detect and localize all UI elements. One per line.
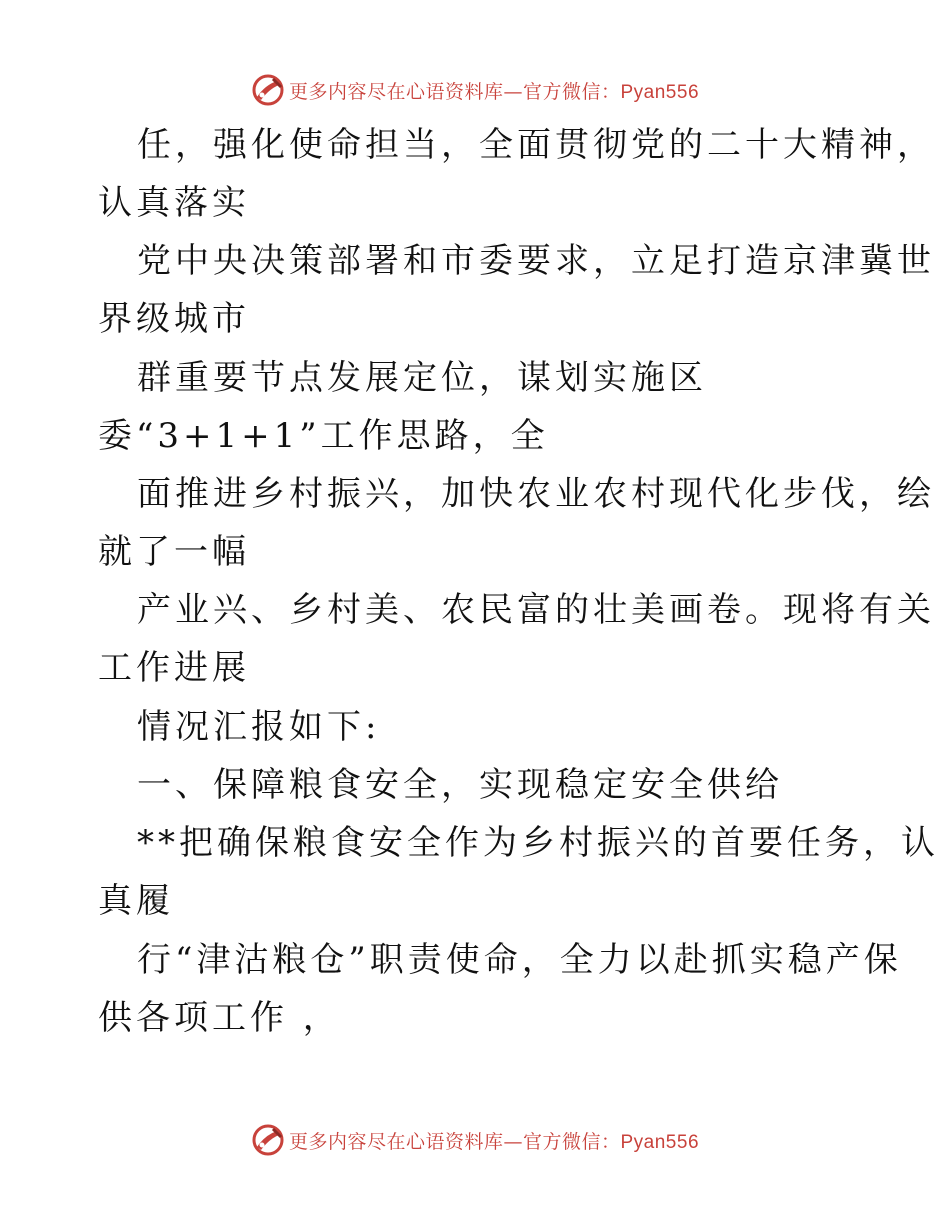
footer-watermark xyxy=(0,1120,950,1160)
body-line: 工作进展 xyxy=(98,648,250,688)
footer-watermark-text xyxy=(289,1127,699,1154)
body-line: 产业兴、乡村美、农民富的壮美画卷。现将有关 xyxy=(137,590,935,630)
body-line: 群重要节点发展定位，谋划实施区 xyxy=(137,358,707,398)
header-watermark-id: Pyan556 xyxy=(620,81,700,103)
body-line: 供各项工作 ， xyxy=(98,998,341,1038)
body-line: 界级城市 xyxy=(98,299,250,339)
body-line: 党中央决策部署和市委要求，立足打造京津冀世 xyxy=(137,241,935,281)
footer-watermark-id: Pyan556 xyxy=(620,1131,700,1153)
body-line: 委“3+1+1”工作思路，全 xyxy=(98,416,549,456)
pen-logo-icon xyxy=(251,1123,285,1157)
body-line: 认真落实 xyxy=(98,183,250,223)
body-line: **把确保粮食安全作为乡村振兴的首要任务，认 xyxy=(137,823,939,863)
footer-watermark-label: 更多内容尽在心语资料库—官方微信： xyxy=(288,1130,621,1153)
body-line: 情况汇报如下: xyxy=(137,707,381,747)
body-line: 行“津沽粮仓”职责使命，全力以赴抓实稳产保 xyxy=(137,940,902,980)
body-line: 任，强化使命担当，全面贯彻党的二十大精神， xyxy=(137,125,935,165)
body-line: 真履 xyxy=(98,881,174,921)
section-heading: 一、保障粮食安全，实现稳定安全供给 xyxy=(137,765,783,805)
header-watermark-label: 更多内容尽在心语资料库—官方微信： xyxy=(288,80,621,103)
body-line: 面推进乡村振兴，加快农业农村现代化步伐，绘 xyxy=(137,474,935,514)
body-line: 就了一幅 xyxy=(98,532,250,572)
